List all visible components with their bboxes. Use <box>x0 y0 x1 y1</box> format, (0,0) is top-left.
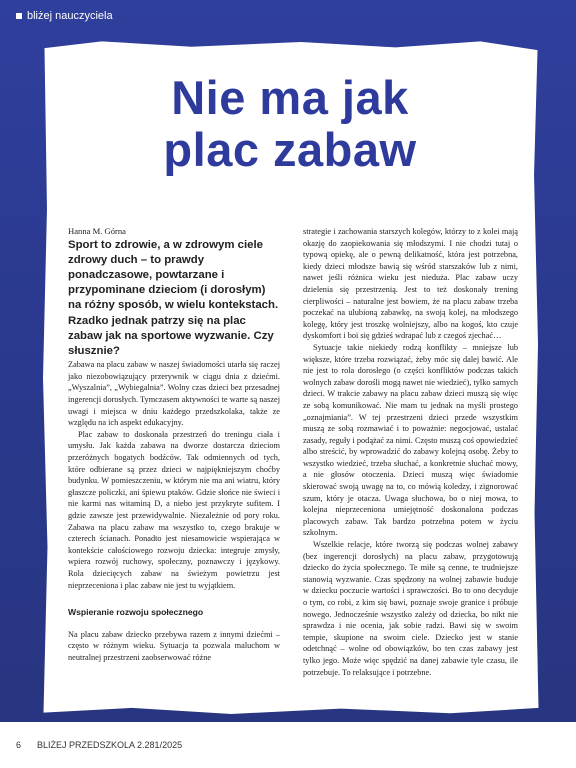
section-tag <box>16 10 113 22</box>
square-icon <box>16 13 22 19</box>
section-label: bliżej nauczyciela <box>27 10 113 22</box>
page-footer <box>16 740 182 750</box>
body-paragraph: Sytuacje takie niekiedy rodzą konflikty – mniejsze lub większe, które trzeba rozwiązać, żeby móc się dalej bawić. Ale nie jest to rola dorosłego (o części konfliktów podczas takich wolnych zabaw dorośli mogą nawet nie wiedzieć), tylko samych dzieci. W trakcie zabawy na placu zabaw dzieci muszą się więc ze sobą komunikować. Nie mam tu jednak na myśli prostego „oznajmiania”. W tej przestrzeni dzieci przede wszystkim muszą ze sobą rozmawiać i to poważnie: negocjować, ustalać zasady, reguły i podążać za nimi. Często muszą coś opowiedzieć albo streścić, by wprowadzić do zabawy kolejną osobę. Żeby to wszystko wiedzieć, trzeba słuchać, a konkretnie słuchać mowy, a nie głosów otoczenia. Dzieci muszą więc świadomie skierować swoją uwagę na to, co mówią koledzy, i zignorować szum, który je otacza. Uwaga słuchowa, bo o niej mowa, to kolejna nieprzeceniona umiejętność doskonalona podczas placowych zabaw. Tak bardzo potrzebna potem w życiu szkolnym. <box>303 342 518 538</box>
body-paragraph: Zabawa na placu zabaw w naszej świadomości utarła się raczej jako niezobowiązujący przerywnik w ciągu dnia z dziećmi. „Wyszalnia”, „Wybiegalnia”. Wolny czas dzieci bez przesadnej ingerencji dorosłych. Tymczasem aktywności te warte są naszej uwagi i miejsca w dniu każdego przedszkolaka, także ze względu na ich aspekt edukacyjny. <box>68 360 280 428</box>
lead-paragraph: Sport to zdrowie, a w zdrowym ciele zdrowy duch – to prawdy ponadczasowe, powtarzane i przypominane dzieciom (i dorosłym) na różny sposób, w wielu kontekstach. Rzadko jednak patrzy się na plac zabaw jak na sportowe wyzwanie. Czy słusznie? <box>68 238 279 358</box>
body-paragraph: Plac zabaw to doskonała przestrzeń do treningu ciała i umysłu. Jak każda zabawa na dworze dostarcza dzieciom przeróżnych bogatych bodźców. Tak odmiennych od tych, które odbierane są przez dzieci w najpiękniejszym choćby budynku. W pomieszczeniu, w którym nie ma ani wiatru, który głaszcze policzki, ani śpiewu ptaków. Gdzie słońce nie świeci i nie karmi nas witaminą D, a niebo jest przykryte sufitem. I gdzie zawsze jest przewidywalnie. Niezależnie od pory roku. Zabawa na placu zabaw ma wszystko to, czego brakuje w czterech ścianach. Ponadto jest niesamowicie wspierająca w kontekście całościowego rozwoju dziecka: integruje zmysły, wpiera rozwój ruchowy, społeczny, poznawczy i językowy. Rola dziecięcych zabaw na świeżym powietrzu jest nieprzeceniona i plac zabaw nie jest tu wyjątkiem. <box>68 429 280 590</box>
right-column <box>303 226 518 678</box>
title-line-1: Nie ma jak <box>171 71 409 124</box>
page-number: 6 <box>16 740 22 750</box>
body-paragraph: Wszelkie relacje, które tworzą się podczas wolnej zabawy (bez ingerencji dorosłych) na placu zabaw, przygotowują dziecko do życia społecznego. Te miłe są cenne, te trudniejsze stanowią wyzwanie. Czas spędzony na wolnej zabawie buduje w dziecku poczucie wartości i sprawczości. Bo to ono decyduje o tym, co robi, z kim się bawi, poznaje swoje granice i próbuje nowego. Jednocześnie wszystko zależy od dziecka, bo nikt nie sprawdza i nie ocenia, jak sobie radzi. Bawi się w swoim tempie, skupione na swoim ciele. Dziecko jest w stanie odetchnąć – wolne od obowiązków, bo ten czas zabawy jest tylko jego. Może więc spędzić na danej zabawie tyle czasu, ile potrzebuje. To relaksujące i potrzebne. <box>303 540 518 677</box>
article-title <box>60 72 520 176</box>
magazine-issue: BLIŻEJ PRZEDSZKOLA 2.281/2025 <box>37 740 183 750</box>
author: Hanna M. Górna <box>68 226 126 236</box>
body-paragraph: Na placu zabaw dziecko przebywa razem z innymi dziećmi – często w różnym wieku. Sytuacja ta pozwala maluchom w neutralnej przestrzeni zaobserwować różne <box>68 629 280 662</box>
section-subheading: Wspieranie rozwoju społecznego <box>68 607 204 618</box>
left-column <box>68 226 280 663</box>
title-line-2: plac zabaw <box>163 123 417 176</box>
body-paragraph: strategie i zachowania starszych kolegów, którzy to z kolei mają okazję do zaopiekowania się młodszymi. I nie chodzi tutaj o typową opiekę, ale o pewną delikatność, która jest potrzebna, kiedy dzieci młodsze bawią się wśród starszaków lub z nimi, nawet jeśli różnica wieku jest nieduża. Plac zabaw uczy dzielenia się przestrzenią. Jest to też doskonały trening cierpliwości – naturalne jest bowiem, że na placu zabaw trzeba poczekać na ulubioną zabawkę, na swoją kolej, na młodszego kolegę, który jest troszkę wolniejszy, albo na kogoś, kto czuje dyskomfort i boi się gdzieś wdrapać lub z czegoś zjechać… <box>303 227 518 341</box>
